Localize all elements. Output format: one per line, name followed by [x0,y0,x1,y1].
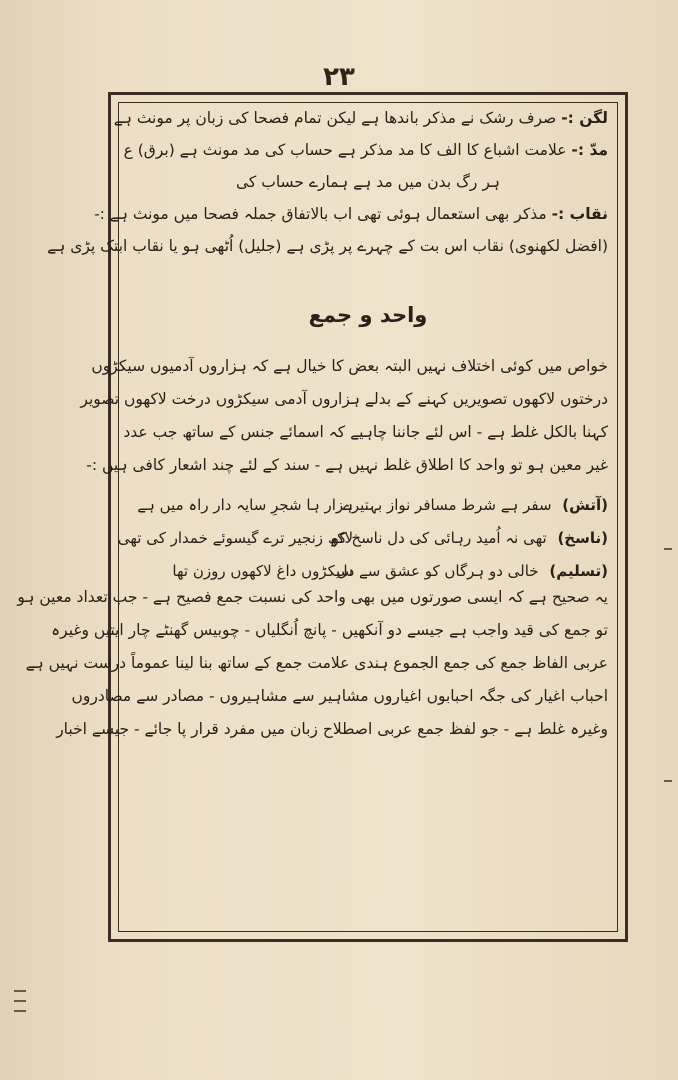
entry-term: مدّ :- [571,141,608,159]
entry-line [113,108,608,130]
paragraph-line: تو جمع کی قید واجب ہے جیسے دو آنکھیں - پانچ اُنگلیاں - چوبیس گھنٹے چار ایتیں وغیرہ [51,621,608,639]
hemistich-text: سفر ہے شرط مسافر نواز بہتیرے [343,495,552,514]
paragraph-line: کہنا بالکل غلط ہے - اس لئے جاننا چاہیے کہ اسمائے جنس کے ساتھ جب عدد [123,423,608,441]
entry-line [123,140,608,162]
couplet-second-hemistich: لاکھ زنجیر ترے گیسوئے خمدار کی تھی [117,528,353,547]
paragraph-line: عربی الفاظ جمع کی جمع الجموع ہندی علامت جمع کے ساتھ بنا لینا عموماً درست نہیں ہے [25,654,608,672]
poet-name: (تسلیم) [549,561,608,580]
entry-term: نقاب :- [551,205,608,223]
paragraph-line: درختوں لاکھوں تصویریں کہنے کے بدلے ہزاروں آدمی سیکڑوں درخت لاکھوں تصویر [80,390,608,408]
couplet [128,554,608,587]
verse-line: ہر رگ بدن میں مد ہے ہمارے حساب کی [236,173,500,191]
page-content [17,108,608,926]
hemistich-text: تھی نہ اُمید رہائی کی دل ناسخ کو [331,528,547,547]
entry-text: صرف رشک نے مذکر باندھا ہے لیکن تمام فصحا کی زبان پر مونث ہے [113,109,557,127]
section-heading: واحد و جمع [308,303,428,327]
edge-mark [664,548,672,550]
paragraph-line: یہ صحیح ہے کہ ایسی صورتوں میں بھی واحد کی نسبت جمع فصیح ہے - جب تعداد معین ہو [17,588,608,606]
poet-name: (آتش) [562,495,608,514]
couplet-first-hemistich [336,561,608,580]
couplet-first-hemistich [343,495,608,514]
quote-line: (افضل لکھنوی) نقاب اس بت کے چہرے پر پڑی ہے (جلیل) اُٹھی ہو یا نقاب ابتک پڑی ہے [47,237,608,255]
margin-marks [14,990,28,1020]
paragraph-line: غیر معین ہو تو واحد کا اطلاق غلط نہیں ہے - سند کے لئے چند اشعار کافی ہیں :- [86,456,608,474]
entry-text: علامت اشباع کا الف کا مد مذکر ہے حساب کی مد مونث ہے (برق) ع [123,141,567,159]
edge-mark [664,780,672,782]
couplet [117,521,608,554]
couplet-second-hemistich: ہزار ہا شجرِ سایہ دار راہ میں ہے [137,495,353,514]
paragraph-line: احباب اغیار کی جگہ احبابوں اغیاروں مشاہیر سے مشاہیروں - مصادر سے مصادروں [71,687,608,705]
couplet [128,488,608,521]
couplet-second-hemistich: سیکڑوں داغ لاکھوں روزن تھا [172,561,353,580]
poet-name: (ناسخ) [557,528,608,547]
entry-term: لگن :- [561,109,608,127]
hemistich-text: خالی دو ہرگاں کو عشق سے دل [336,561,539,580]
couplet-first-hemistich [331,528,608,547]
entry-line [94,204,608,226]
paragraph-line: خواص میں کوئی اختلاف نہیں البتہ بعض کا خیال ہے کہ ہزاروں آدمیوں سیکڑوں [91,357,608,375]
paragraph-line: وغیرہ غلط ہے - جو لفظ جمع عربی اصطلاح زبان میں مفرد قرار پا جائے - جیسے اخبار [56,720,608,738]
page-number: ۲۳ [323,62,355,92]
entry-text: مذکر بھی استعمال ہوئی تھی اب بالاتفاق جملہ فصحا میں مونث ہے :- [94,205,547,223]
